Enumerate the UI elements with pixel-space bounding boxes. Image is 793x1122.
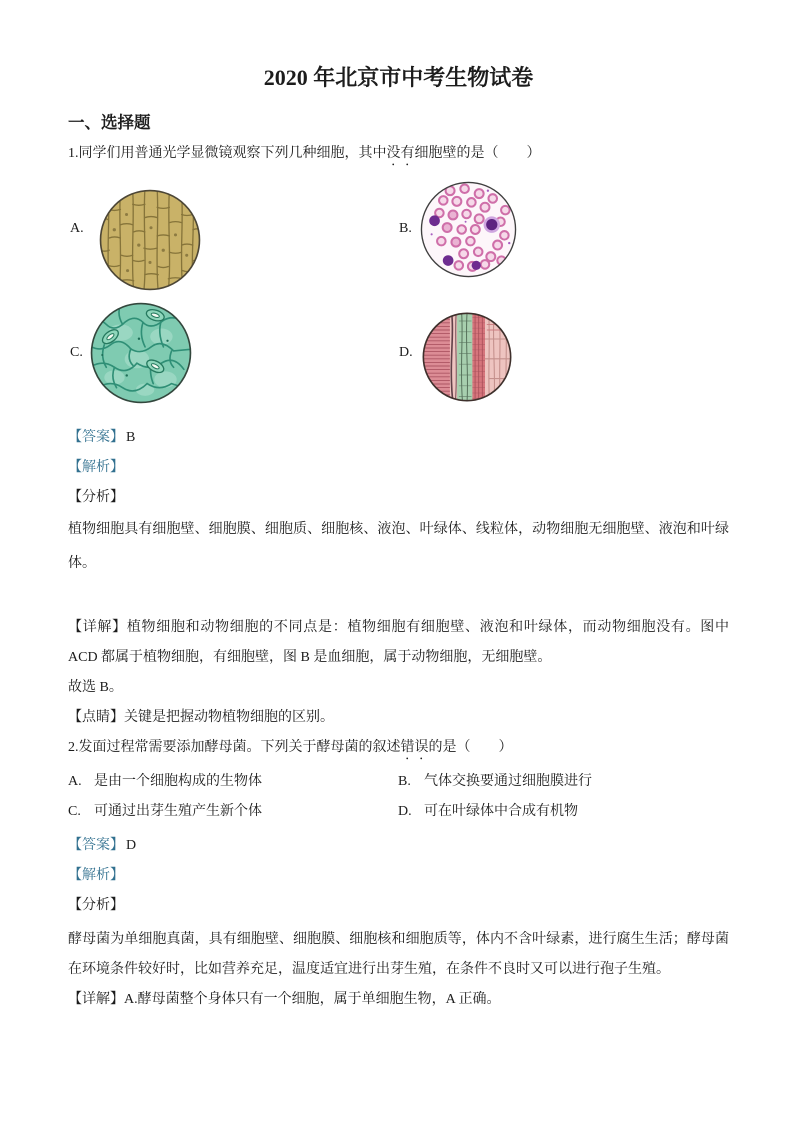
- question-2-number: 2.: [68, 740, 79, 755]
- xiangjie-label: 【详解】: [68, 992, 124, 1007]
- emphasized-text: 没有: [386, 146, 415, 161]
- q2-fenxi-heading: [68, 891, 729, 921]
- plant-epidermis-micrograph: [99, 189, 201, 291]
- q2-answer-value: D: [126, 838, 137, 853]
- q1-fenxi-text: 植物细胞具有细胞壁、细胞膜、细胞质、细胞核、液泡、叶绿体、线粒体，动物细胞无细胞壁、液泡和叶绿体。: [68, 522, 729, 571]
- question-2-options: [68, 767, 729, 827]
- jiexi-label: 【解析】: [68, 868, 124, 883]
- figure-a-label: A.: [70, 221, 84, 236]
- emphasized-text: 错误: [400, 740, 429, 755]
- q1-xiangjie-text: 【详解】植物细胞和动物细胞的不同点是：植物细胞有细胞壁、液泡和叶绿体，而动物细胞没有。图中 ACD 都属于植物细胞，有细胞壁，图 B 是血细胞，属于动物细胞，无细胞壁。: [68, 620, 730, 665]
- q1-jiexi-line: [68, 453, 729, 483]
- figure-b-label: B.: [399, 221, 412, 236]
- option-a: A. 是由一个细胞构成的生物体: [68, 767, 398, 797]
- option-b-label: B.: [398, 774, 411, 789]
- jiexi-label: 【解析】: [68, 460, 124, 475]
- blood-smear-micrograph: [420, 181, 517, 278]
- option-d: D. 可在叶绿体中合成有机物: [398, 797, 729, 827]
- q1-dianjing-line: 【点睛】关键是把握动物植物细胞的区别。: [68, 710, 334, 725]
- q2-jiexi-line: [68, 861, 729, 891]
- q1-answer-value: B: [126, 430, 136, 445]
- q2-xiangjie-text: 【详解】A.酵母菌整个身体只有一个细胞，属于单细胞生物，A 正确。: [68, 992, 501, 1007]
- xiangjie-label: 【详解】: [68, 620, 127, 635]
- figure-d-label: D.: [399, 345, 413, 360]
- option-c-label: C.: [68, 804, 81, 819]
- q1-conclusion: 故选 B。: [68, 680, 123, 695]
- question-2-stem: 2.发面过程常需要添加酵母菌。下列关于酵母菌的叙述错误的是（ ）: [68, 740, 513, 755]
- fenxi-label: 【分析】: [68, 490, 124, 505]
- section-heading: 一、选择题: [68, 113, 151, 132]
- option-c: C. 可通过出芽生殖产生新个体: [68, 797, 398, 827]
- q1-answer-line: [68, 423, 729, 453]
- option-b: B. 气体交换要通过细胞膜进行: [398, 767, 729, 797]
- question-1-figures: [68, 181, 729, 405]
- option-d-label: D.: [398, 804, 412, 819]
- q2-fenxi-text: 酵母菌为单细胞真菌，具有细胞壁、细胞膜、细胞核和细胞质等，体内不含叶绿素，进行腐生生活；酵母菌在环境条件较好时，比如营养充足，温度适宜进行出芽生殖，在条件不良时又可以进行孢子生殖。: [68, 932, 729, 977]
- figure-c-label: C.: [70, 345, 83, 360]
- stem-tissue-micrograph: [422, 312, 512, 402]
- q1-fenxi-heading: [68, 483, 729, 513]
- answer-label: 【答案】: [68, 430, 124, 445]
- option-a-label: A.: [68, 774, 82, 789]
- dianjing-label: 【点睛】: [68, 710, 124, 725]
- question-1-number: 1.: [68, 146, 79, 161]
- leaf-epidermis-stomata-micrograph: [90, 302, 192, 404]
- q2-answer-line: [68, 831, 729, 861]
- page-title: 2020 年北京市中考生物试卷: [263, 65, 534, 90]
- fenxi-label: 【分析】: [68, 898, 124, 913]
- question-1-stem: 1.同学们用普通光学显微镜观察下列几种细胞，其中没有细胞壁的是（ ）: [68, 146, 541, 161]
- answer-label: 【答案】: [68, 838, 124, 853]
